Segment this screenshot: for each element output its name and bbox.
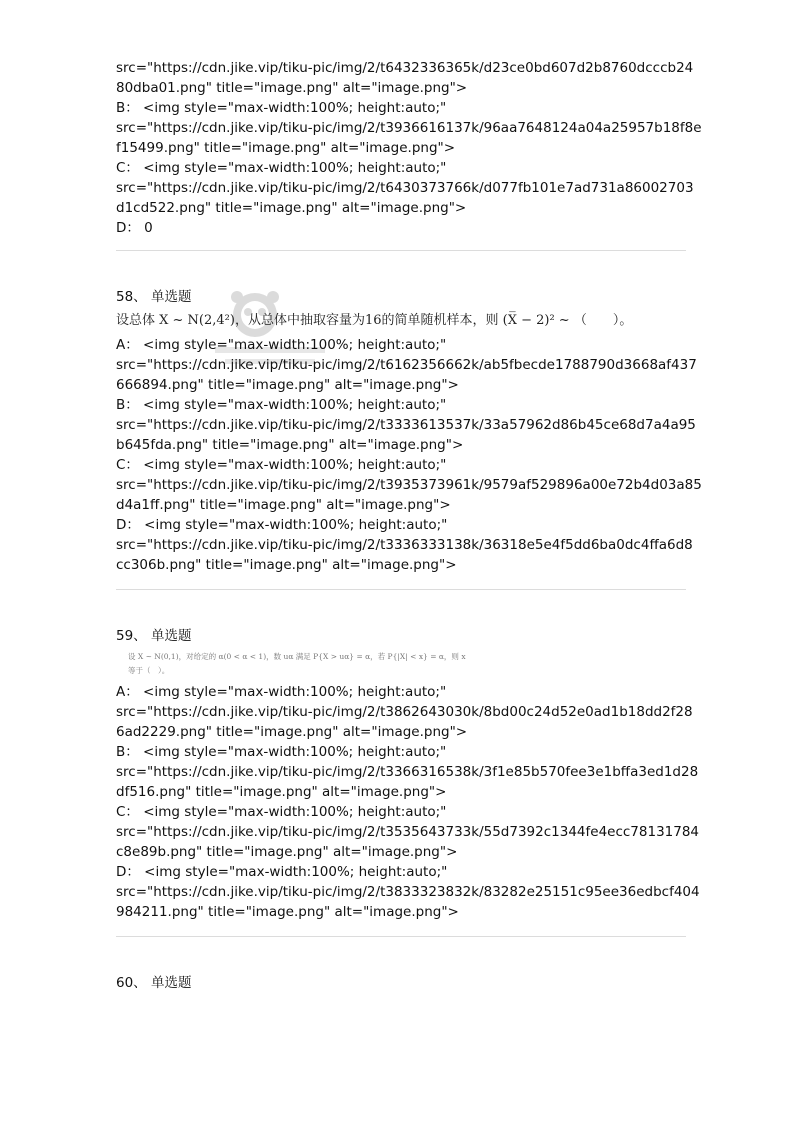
question-divider (116, 589, 686, 590)
option-line: C： <img style="max-width:100%; height:auto;" (116, 457, 447, 473)
question-57-continued (116, 58, 702, 238)
question-header: 60、 单选题 (116, 975, 192, 991)
stem-line: 等于（ ）。 (128, 666, 170, 675)
option-line: src="https://cdn.jike.vip/tiku-pic/img/2/t3535643733k/55d7392c1344fe4ecc78131784 (116, 824, 700, 840)
question-59 (116, 626, 700, 922)
option-line: A： <img style="max-width:100%; height:auto;" (116, 337, 447, 353)
text-line: src="https://cdn.jike.vip/tiku-pic/img/2/t3936616137k/96aa7648124a04a25957b18f8e (116, 120, 702, 136)
question-header: 59、 单选题 (116, 628, 192, 644)
option-line: src="https://cdn.jike.vip/tiku-pic/img/2/t3833323832k/83282e25151c95ee36edbcf404 (116, 884, 700, 900)
text-line: src="https://cdn.jike.vip/tiku-pic/img/2/t6432336365k/d23ce0bd607d2b8760dcccb24 (116, 60, 694, 76)
option-line: src="https://cdn.jike.vip/tiku-pic/img/2/t3333613537k/33a57962d86b45ce68d7a4a95 (116, 417, 696, 433)
question-header: 58、 单选题 (116, 289, 192, 305)
option-line: D： <img style="max-width:100%; height:auto;" (116, 517, 448, 533)
question-divider (116, 936, 686, 937)
option-line: src="https://cdn.jike.vip/tiku-pic/img/2/t3336333138k/36318e5e4f5dd6ba0dc4ffa6d8 (116, 537, 693, 553)
option-line: src="https://cdn.jike.vip/tiku-pic/img/2/t6162356662k/ab5fbecde1788790d3668af437 (116, 357, 697, 373)
option-line: src="https://cdn.jike.vip/tiku-pic/img/2/t3366316538k/3f1e85b570fee3e1bffa3ed1d28 (116, 764, 699, 780)
option-line: 666894.png" title="image.png" alt="image.png"> (116, 377, 459, 393)
question-stem-image: 设总体 X ~ N(2,4²)，从总体中抽取容量为16的简单随机样本，则 (X̅ − 2)² ~ （ ）。 (116, 313, 633, 328)
text-line: B： <img style="max-width:100%; height:auto;" (116, 100, 447, 116)
option-line: c8e89b.png" title="image.png" alt="image.png"> (116, 844, 458, 860)
option-line: d4a1ff.png" title="image.png" alt="image.png"> (116, 497, 451, 513)
text-line: D： 0 (116, 220, 153, 236)
option-line: df516.png" title="image.png" alt="image.png"> (116, 784, 447, 800)
option-line: B： <img style="max-width:100%; height:auto;" (116, 397, 447, 413)
text-line: C： <img style="max-width:100%; height:auto;" (116, 160, 447, 176)
option-line: 984211.png" title="image.png" alt="image.png"> (116, 904, 459, 920)
question-58 (116, 287, 702, 575)
question-divider (116, 250, 686, 251)
option-line: D： <img style="max-width:100%; height:auto;" (116, 864, 448, 880)
option-line: cc306b.png" title="image.png" alt="image.png"> (116, 557, 457, 573)
text-line: f15499.png" title="image.png" alt="image.png"> (116, 140, 456, 156)
option-line: 6ad2229.png" title="image.png" alt="image.png"> (116, 724, 468, 740)
option-line: src="https://cdn.jike.vip/tiku-pic/img/2/t3935373961k/9579af529896a00e72b4d03a85 (116, 477, 702, 493)
text-line: 80dba01.png" title="image.png" alt="image.png"> (116, 80, 468, 96)
option-line: C： <img style="max-width:100%; height:auto;" (116, 804, 447, 820)
question-stem-image (116, 650, 686, 678)
option-line: b645fda.png" title="image.png" alt="image.png"> (116, 437, 464, 453)
option-line: B： <img style="max-width:100%; height:auto;" (116, 744, 447, 760)
option-line: A： <img style="max-width:100%; height:auto;" (116, 684, 447, 700)
text-line: src="https://cdn.jike.vip/tiku-pic/img/2/t6430373766k/d077fb101e7ad731a86002703 (116, 180, 694, 196)
stem-line: 设 X ~ N(0,1)，对给定的 α(0 < α < 1)，数 uα 满足 P{X > uα} = α，若 P{|X| < x} = α，则 x (128, 652, 466, 661)
option-line: src="https://cdn.jike.vip/tiku-pic/img/2/t3862643030k/8bd00c24d52e0ad1b18dd2f28 (116, 704, 693, 720)
question-60 (116, 973, 686, 993)
text-line: d1cd522.png" title="image.png" alt="image.png"> (116, 200, 467, 216)
question-list (116, 58, 702, 997)
